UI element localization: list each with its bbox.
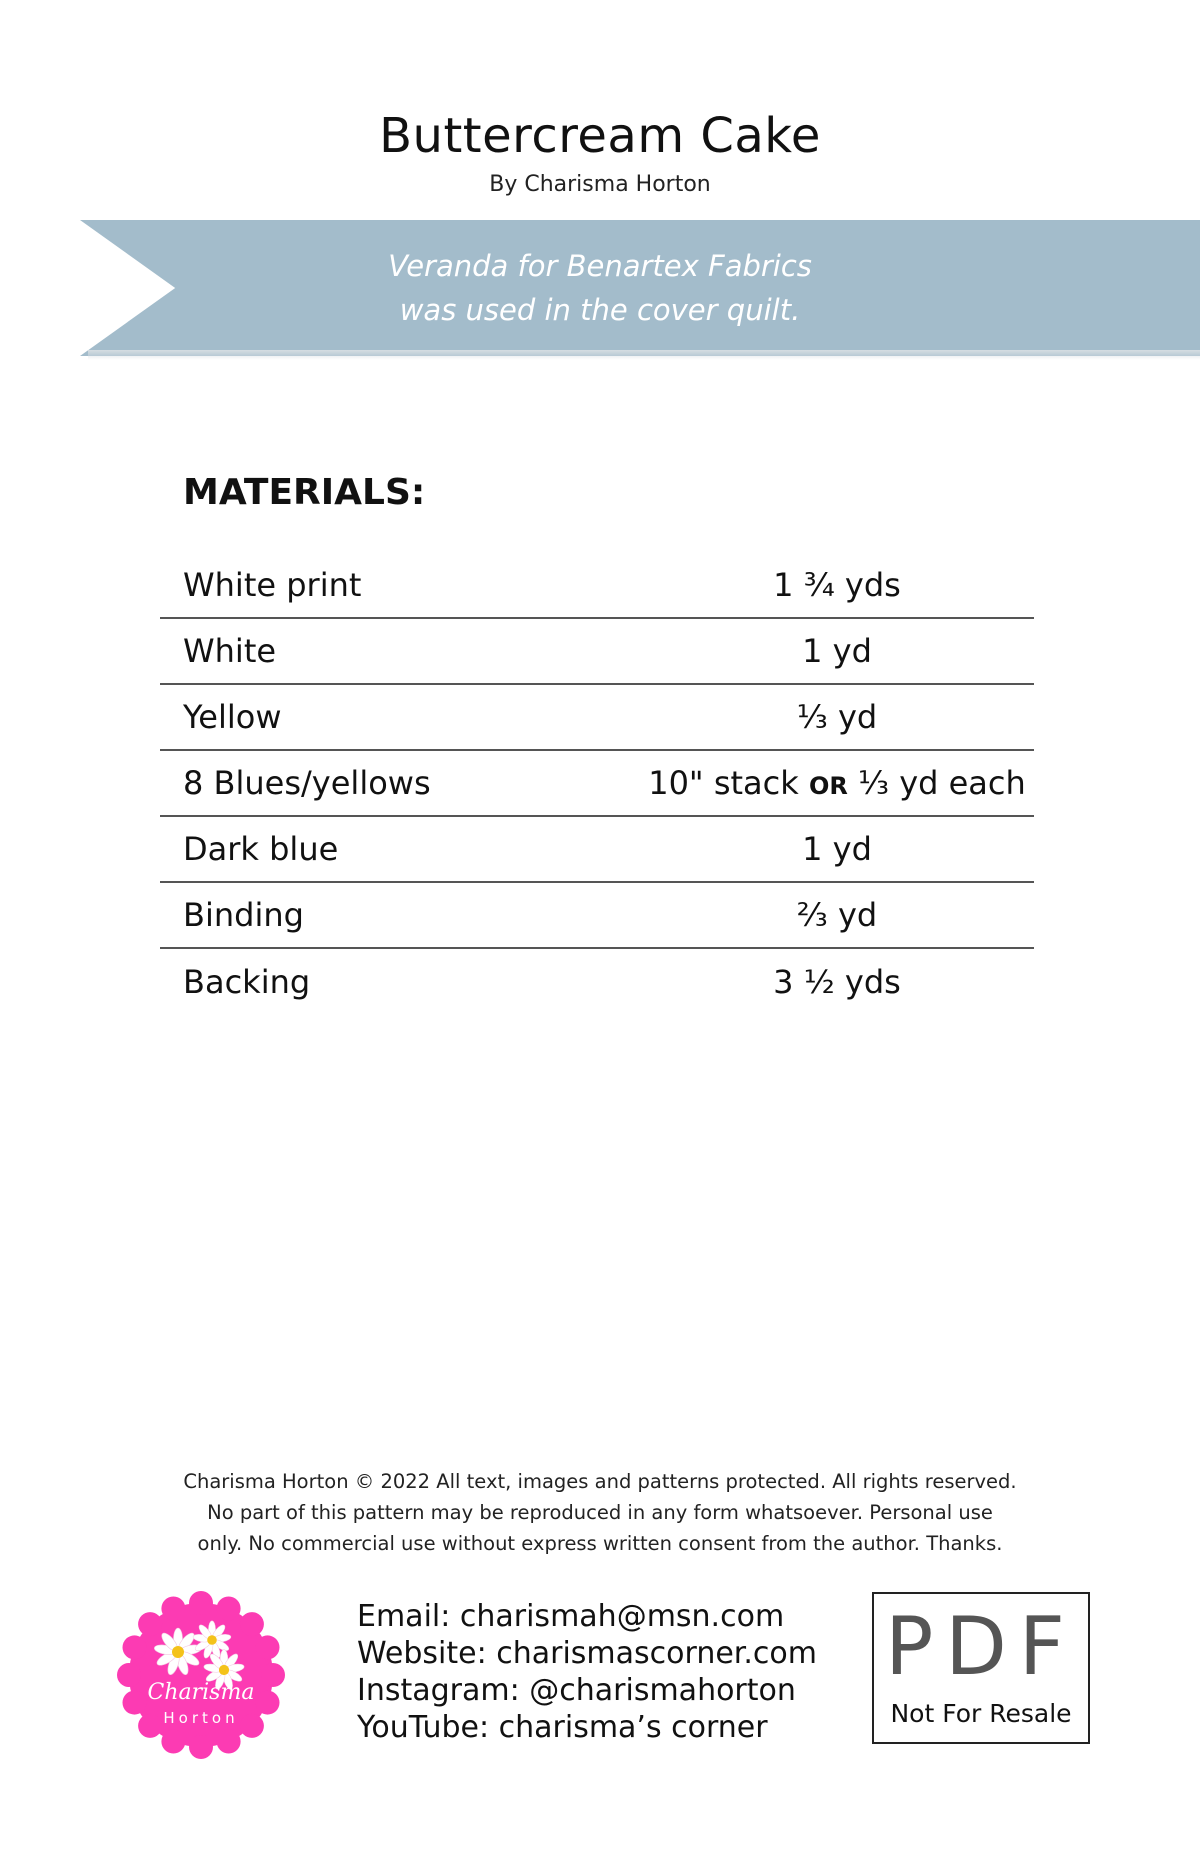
banner-shadow xyxy=(88,350,1200,360)
material-name: Yellow xyxy=(183,698,282,736)
contact-website: Website: charismascorner.com xyxy=(357,1636,817,1671)
material-name: Dark blue xyxy=(183,830,339,868)
banner-line-1: Veranda for Benartex Fabrics xyxy=(388,249,812,283)
material-quantity: 1 ¾ yds xyxy=(773,566,901,604)
table-row xyxy=(160,751,1034,817)
material-name: 8 Blues/yellows xyxy=(183,764,431,802)
table-row xyxy=(160,949,1034,1015)
logo-name: Charisma xyxy=(147,1680,255,1705)
byline: By Charisma Horton xyxy=(489,172,711,197)
copyright-line-2: No part of this pattern may be reproduced in any form whatsoever. Personal use xyxy=(207,1501,993,1524)
copyright-line-1: Charisma Horton © 2022 All text, images and patterns protected. All rights reserved. xyxy=(183,1470,1017,1493)
copyright-notice xyxy=(0,1466,1200,1559)
quantity-part-each: ⅓ yd each xyxy=(847,764,1026,802)
pattern-title: Buttercream Cake xyxy=(379,108,821,164)
quantity-part-stack: 10" stack xyxy=(648,764,809,802)
contact-email: Email: charismah@msn.com xyxy=(357,1599,785,1634)
fabric-banner-text xyxy=(0,244,1200,332)
charisma-logo xyxy=(116,1590,286,1760)
table-row xyxy=(160,553,1034,619)
pdf-not-for-resale-badge xyxy=(872,1592,1090,1744)
material-quantity: 1 yd xyxy=(802,632,872,670)
material-name: White xyxy=(183,632,277,670)
material-name: Binding xyxy=(183,896,304,934)
material-quantity: 3 ½ yds xyxy=(773,963,901,1001)
material-name: Backing xyxy=(183,963,311,1001)
material-quantity: ⅔ yd xyxy=(796,896,878,934)
contact-youtube: YouTube: charisma’s corner xyxy=(357,1710,768,1745)
banner-line-2: was used in the cover quilt. xyxy=(399,293,801,327)
materials-heading: MATERIALS: xyxy=(183,472,426,513)
contact-info xyxy=(357,1598,817,1746)
table-row xyxy=(160,619,1034,685)
material-quantity: 1 yd xyxy=(802,830,872,868)
table-row xyxy=(160,817,1034,883)
copyright-line-3: only. No commercial use without express written consent from the author. Thanks. xyxy=(197,1532,1003,1555)
pdf-word: PDF xyxy=(885,1600,1077,1693)
quantity-or: OR xyxy=(808,772,848,800)
material-name: White print xyxy=(183,566,362,604)
table-row xyxy=(160,883,1034,949)
not-for-resale-label: Not For Resale xyxy=(890,1699,1072,1728)
logo-subname: Horton xyxy=(163,1709,239,1727)
contact-instagram: Instagram: @charismahorton xyxy=(357,1673,796,1708)
materials-table xyxy=(160,553,1034,1015)
material-quantity xyxy=(648,764,1026,802)
table-row xyxy=(160,685,1034,751)
material-quantity: ⅓ yd xyxy=(796,698,878,736)
